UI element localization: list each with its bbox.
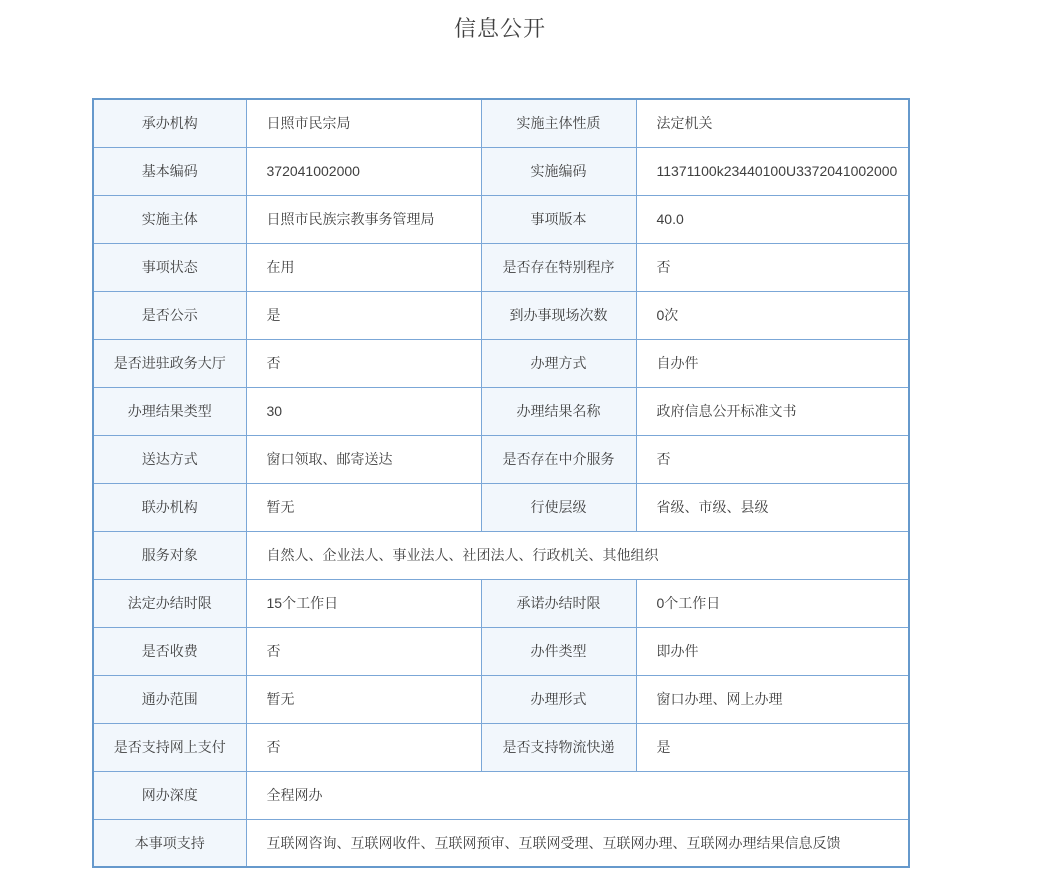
field-value: 11371100k23440100U3372041002000: [636, 147, 909, 195]
field-label: 实施主体性质: [481, 99, 636, 147]
field-value: 15个工作日: [246, 579, 481, 627]
table-row: [93, 723, 909, 771]
table-row: [93, 387, 909, 435]
field-label: 行使层级: [481, 483, 636, 531]
field-label: 承办机构: [93, 99, 246, 147]
field-value: 30: [246, 387, 481, 435]
field-value: 全程网办: [246, 771, 909, 819]
field-label: 办理结果类型: [93, 387, 246, 435]
field-value: 否: [246, 339, 481, 387]
field-value: 暂无: [246, 675, 481, 723]
field-value: 在用: [246, 243, 481, 291]
table-row: [93, 99, 909, 147]
field-label: 办理方式: [481, 339, 636, 387]
field-label: 是否进驻政务大厅: [93, 339, 246, 387]
field-value: 窗口办理、网上办理: [636, 675, 909, 723]
field-label: 办件类型: [481, 627, 636, 675]
table-row: [93, 291, 909, 339]
field-label: 是否支持网上支付: [93, 723, 246, 771]
field-value: 否: [636, 243, 909, 291]
field-value: 否: [636, 435, 909, 483]
field-label: 办理形式: [481, 675, 636, 723]
field-value: 是: [246, 291, 481, 339]
field-label: 是否收费: [93, 627, 246, 675]
info-table: [92, 98, 910, 868]
field-value: 0次: [636, 291, 909, 339]
field-label: 承诺办结时限: [481, 579, 636, 627]
field-value: 法定机关: [636, 99, 909, 147]
page-title: 信息公开: [453, 16, 546, 41]
field-label: 实施编码: [481, 147, 636, 195]
field-value: 互联网咨询、互联网收件、互联网预审、互联网受理、互联网办理、互联网办理结果信息反馈: [246, 819, 909, 867]
field-label: 是否公示: [93, 291, 246, 339]
field-label: 送达方式: [93, 435, 246, 483]
field-value: 省级、市级、县级: [636, 483, 909, 531]
table-row: [93, 435, 909, 483]
field-label: 本事项支持: [93, 819, 246, 867]
field-value: 日照市民宗局: [246, 99, 481, 147]
table-row: [93, 627, 909, 675]
field-label: 是否支持物流快递: [481, 723, 636, 771]
field-value: 政府信息公开标准文书: [636, 387, 909, 435]
field-label: 通办范围: [93, 675, 246, 723]
field-value: 0个工作日: [636, 579, 909, 627]
field-label: 服务对象: [93, 531, 246, 579]
field-label: 基本编码: [93, 147, 246, 195]
table-row: [93, 771, 909, 819]
field-label: 法定办结时限: [93, 579, 246, 627]
field-label: 联办机构: [93, 483, 246, 531]
field-label: 是否存在特别程序: [481, 243, 636, 291]
field-label: 是否存在中介服务: [481, 435, 636, 483]
field-label: 事项状态: [93, 243, 246, 291]
table-row: [93, 243, 909, 291]
field-value: 372041002000: [246, 147, 481, 195]
table-row: [93, 675, 909, 723]
field-label: 到办事现场次数: [481, 291, 636, 339]
field-value: 自办件: [636, 339, 909, 387]
field-label: 网办深度: [93, 771, 246, 819]
field-label: 事项版本: [481, 195, 636, 243]
table-row: [93, 483, 909, 531]
table-row: [93, 579, 909, 627]
info-table-container: [92, 98, 908, 868]
field-value: 否: [246, 627, 481, 675]
field-label: 实施主体: [93, 195, 246, 243]
table-row: [93, 531, 909, 579]
field-value: 是: [636, 723, 909, 771]
table-row: [93, 819, 909, 867]
field-value: 自然人、企业法人、事业法人、社团法人、行政机关、其他组织: [246, 531, 909, 579]
field-label: 办理结果名称: [481, 387, 636, 435]
table-row: [93, 195, 909, 243]
field-value: 窗口领取、邮寄送达: [246, 435, 481, 483]
field-value: 否: [246, 723, 481, 771]
field-value: 暂无: [246, 483, 481, 531]
field-value: 日照市民族宗教事务管理局: [246, 195, 481, 243]
table-row: [93, 339, 909, 387]
field-value: 40.0: [636, 195, 909, 243]
field-value: 即办件: [636, 627, 909, 675]
table-row: [93, 147, 909, 195]
